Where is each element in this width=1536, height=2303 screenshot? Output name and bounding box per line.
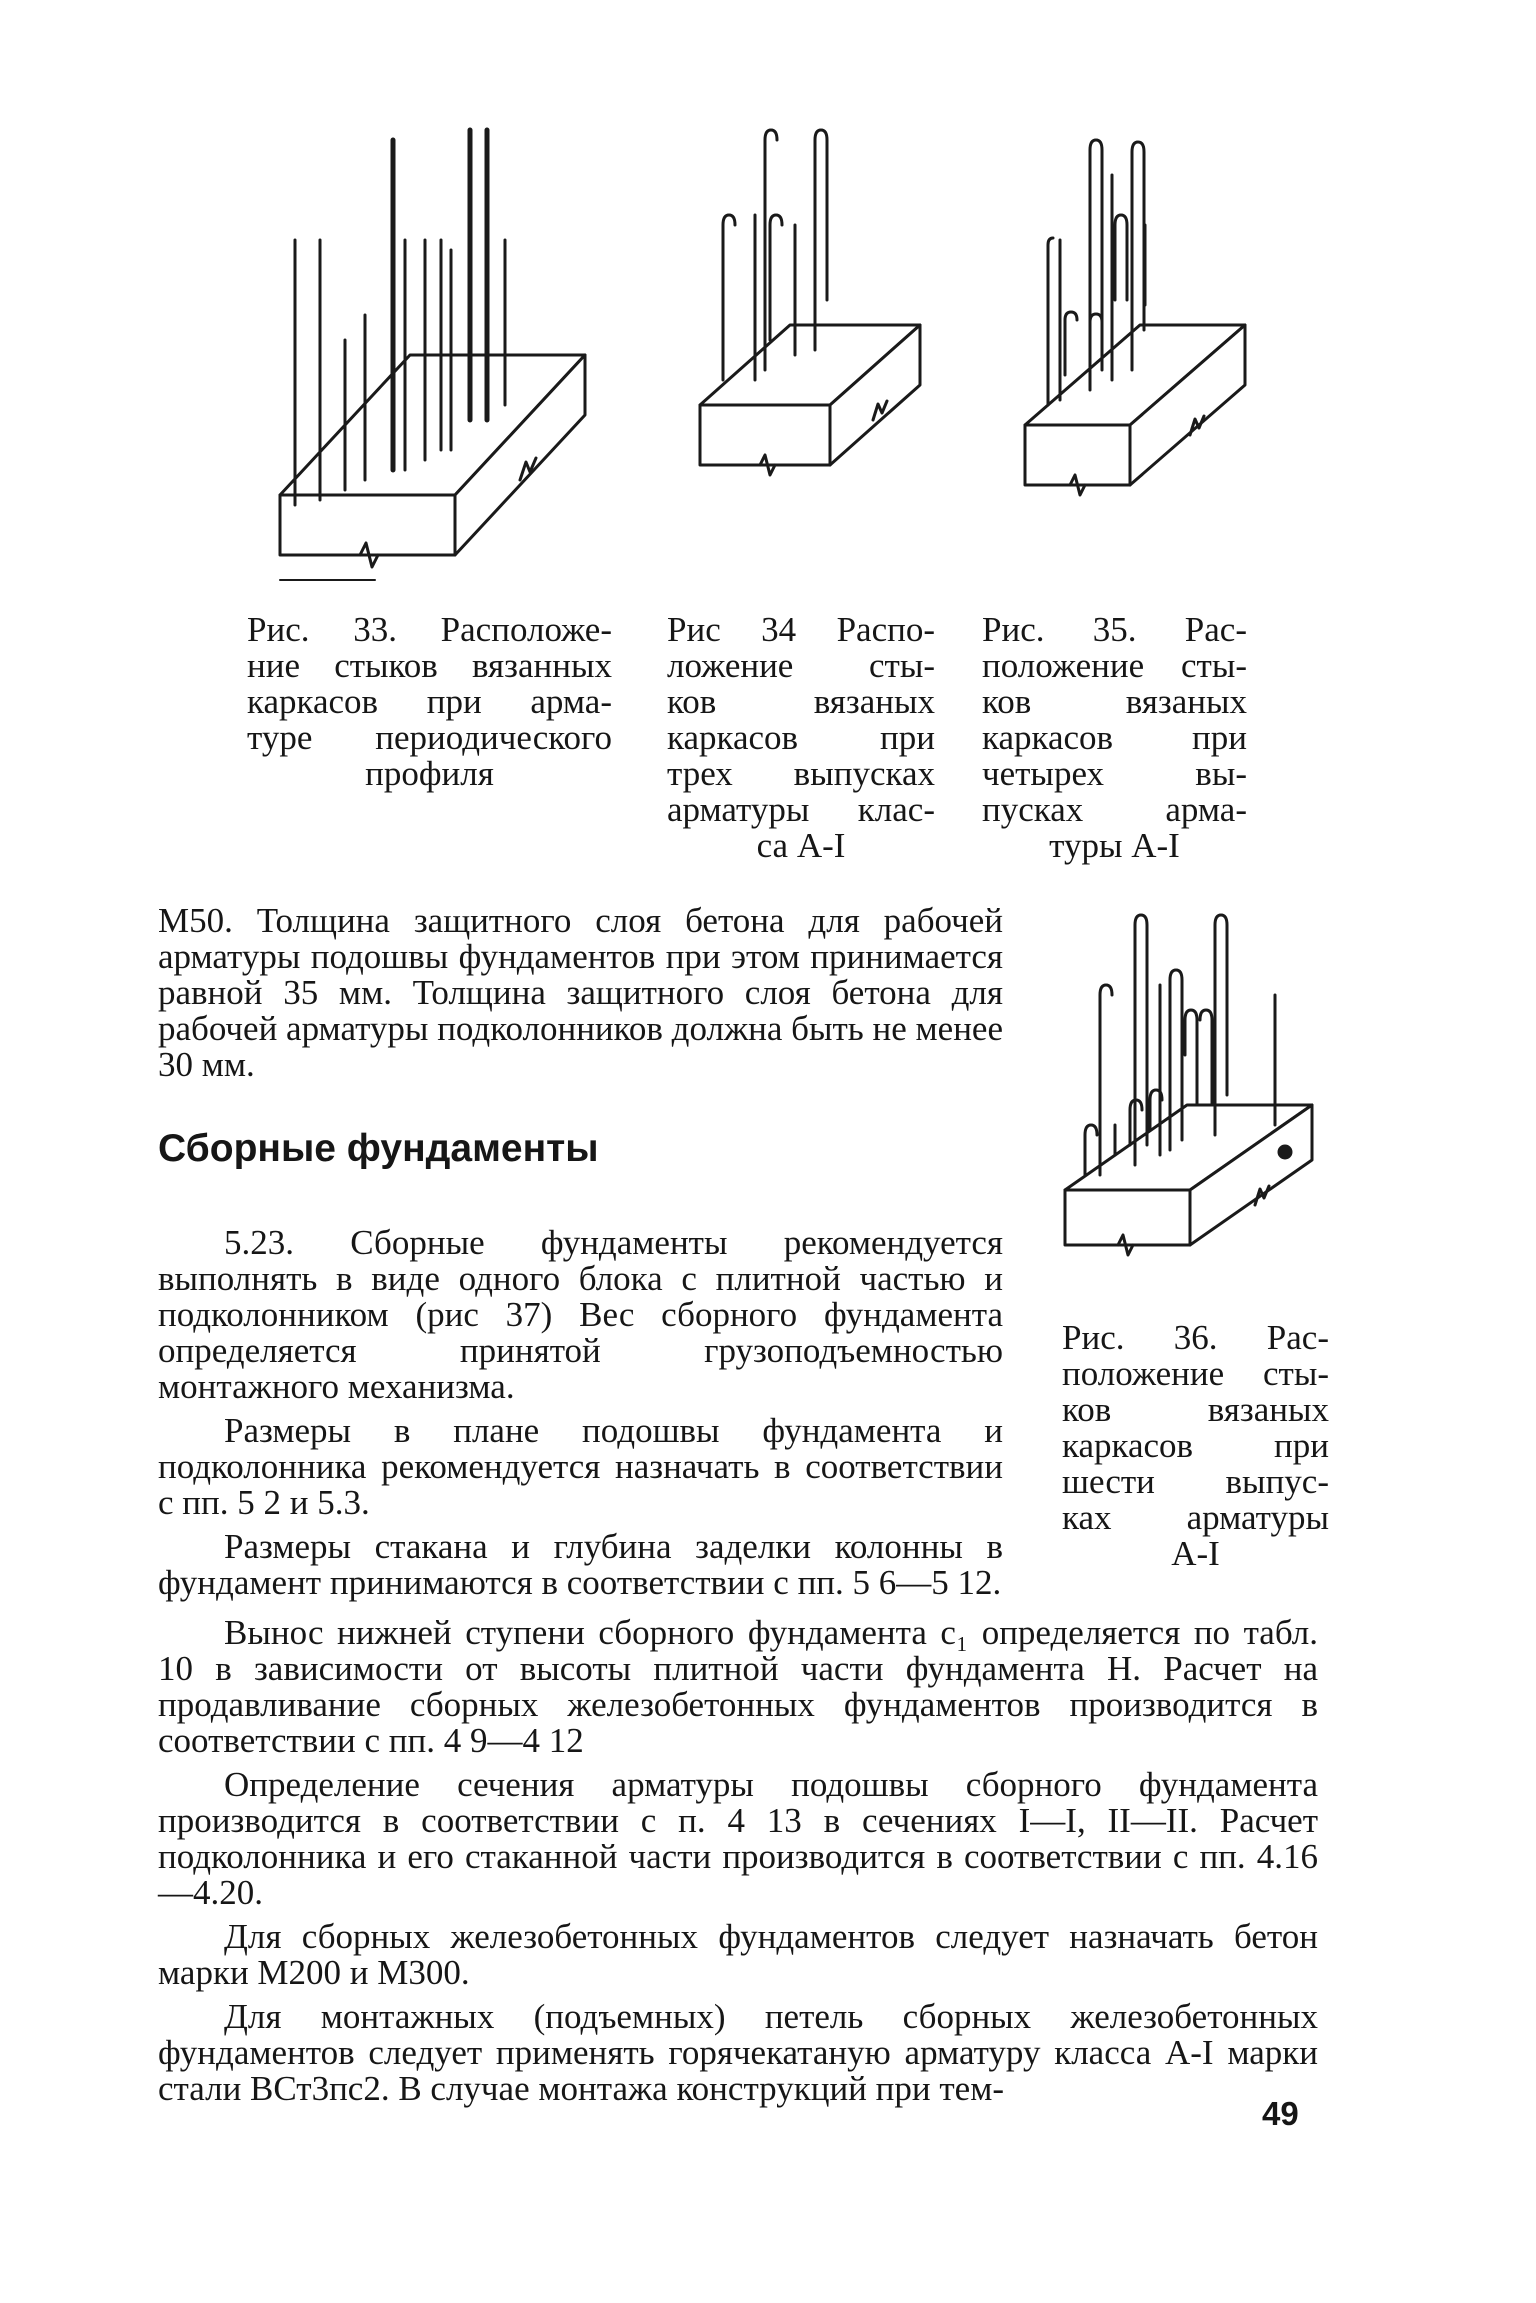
caption-line: Рис. 35. Рас- [982,610,1247,649]
caption-line: пусках арма- [982,790,1247,829]
caption-line: четырех вы- [982,754,1247,793]
caption-line: ние стыков вязанных [247,646,612,685]
caption-line: Рис 34 Распо- [667,610,935,649]
figure-34-drawing [695,130,925,490]
caption-line: ков вязаных [667,682,935,721]
paragraph-5-23: 5.23. Сборные фундаменты рекомендуется выполнять в виде одного блока с плитной частью и подколонником (рис 37) Вес сборного фундамента определяется принятой грузоподъемностью монтажного механизма. [158,1223,1003,1406]
caption-line: ков вязаных [982,682,1247,721]
caption-line: туре периодического [247,718,612,757]
paragraph-reinforcement: Определение сечения арматуры подошвы сборного фундамента производится в соответствии с п. 4 13 в сечениях I—I, II—II. Расчет подколонника и его стаканной части производится в соответствии с пп. 4.16—4.20. [158,1765,1318,1912]
caption-line: са А-I [756,826,846,865]
figure-35-drawing [1020,130,1250,510]
paragraph-concrete-grade: Для сборных железобетонных фундаментов следует назначать бетон марки М200 и М300. [158,1917,1318,1992]
paragraph-glass-sizes: Размеры стакана и глубина заделки колонны в фундамент принимаются в соответствии с пп. 5 6—5 12. [158,1527,1003,1602]
figure-34-caption [667,612,935,864]
caption-line: каркасов при арма- [247,682,612,721]
figure-36-caption [1062,1320,1329,1572]
caption-line: шести выпус- [1062,1462,1329,1501]
caption-line: ков вязаных [1062,1390,1329,1429]
figure-33-caption [247,612,612,792]
main-text-block [158,1615,1318,2107]
caption-line: профиля [365,754,494,793]
caption-line: А-I [1171,1534,1220,1573]
caption-line: Рис. 33. Расположе- [247,610,612,649]
intro-text: М50. Толщина защитного слоя бетона для рабочей арматуры подошвы фундаментов при этом принимается равной 35 мм. Толщина защитного слоя бетона для рабочей арматуры подколонников должна быть не менее 30 мм. [158,901,1003,1084]
figure-33-drawing [265,120,595,570]
caption-line: каркасов при [982,718,1247,757]
caption-line: положение сты- [982,646,1247,685]
page-number: 49 [1262,2095,1299,2132]
caption-line: положение сты- [1062,1354,1329,1393]
side-text-block [158,1225,1003,1601]
paragraph-lower-step: Вынос нижней ступени сборного фундамента c₁ определяется по табл. 10 в зависимости от высоты плитной части фундамента H. Расчет на продавливание сборных железобетонных фундаментов производится в соответствии с пп. 4 9—4 12 [158,1613,1318,1760]
caption-line: ложение сты- [667,646,935,685]
figure-36-drawing [1060,905,1320,1265]
figure-35-caption [982,612,1247,864]
intro-paragraph [158,903,1003,1083]
caption-line: трех выпусках [667,754,935,793]
paragraph-plan-sizes: Размеры в плане подошвы фундамента и подколонника рекомендуется назначать в соответствии с пп. 5 2 и 5.3. [158,1411,1003,1522]
caption-line: арматуры клас- [667,790,935,829]
section-heading: Сборные фундаменты [158,1127,599,1170]
caption-line: туры А-I [1049,826,1180,865]
caption-line: ках арматуры [1062,1498,1329,1537]
caption-line: каркасов при [1062,1426,1329,1465]
caption-line: каркасов при [667,718,935,757]
caption-line: Рис. 36. Рас- [1062,1318,1329,1357]
paragraph-lifting-loops: Для монтажных (подъемных) петель сборных железобетонных фундаментов следует применять горячекатаную арматуру класса А-I марки стали ВСт3пс2. В случае монтажа конструкций при тем- [158,1997,1318,2108]
